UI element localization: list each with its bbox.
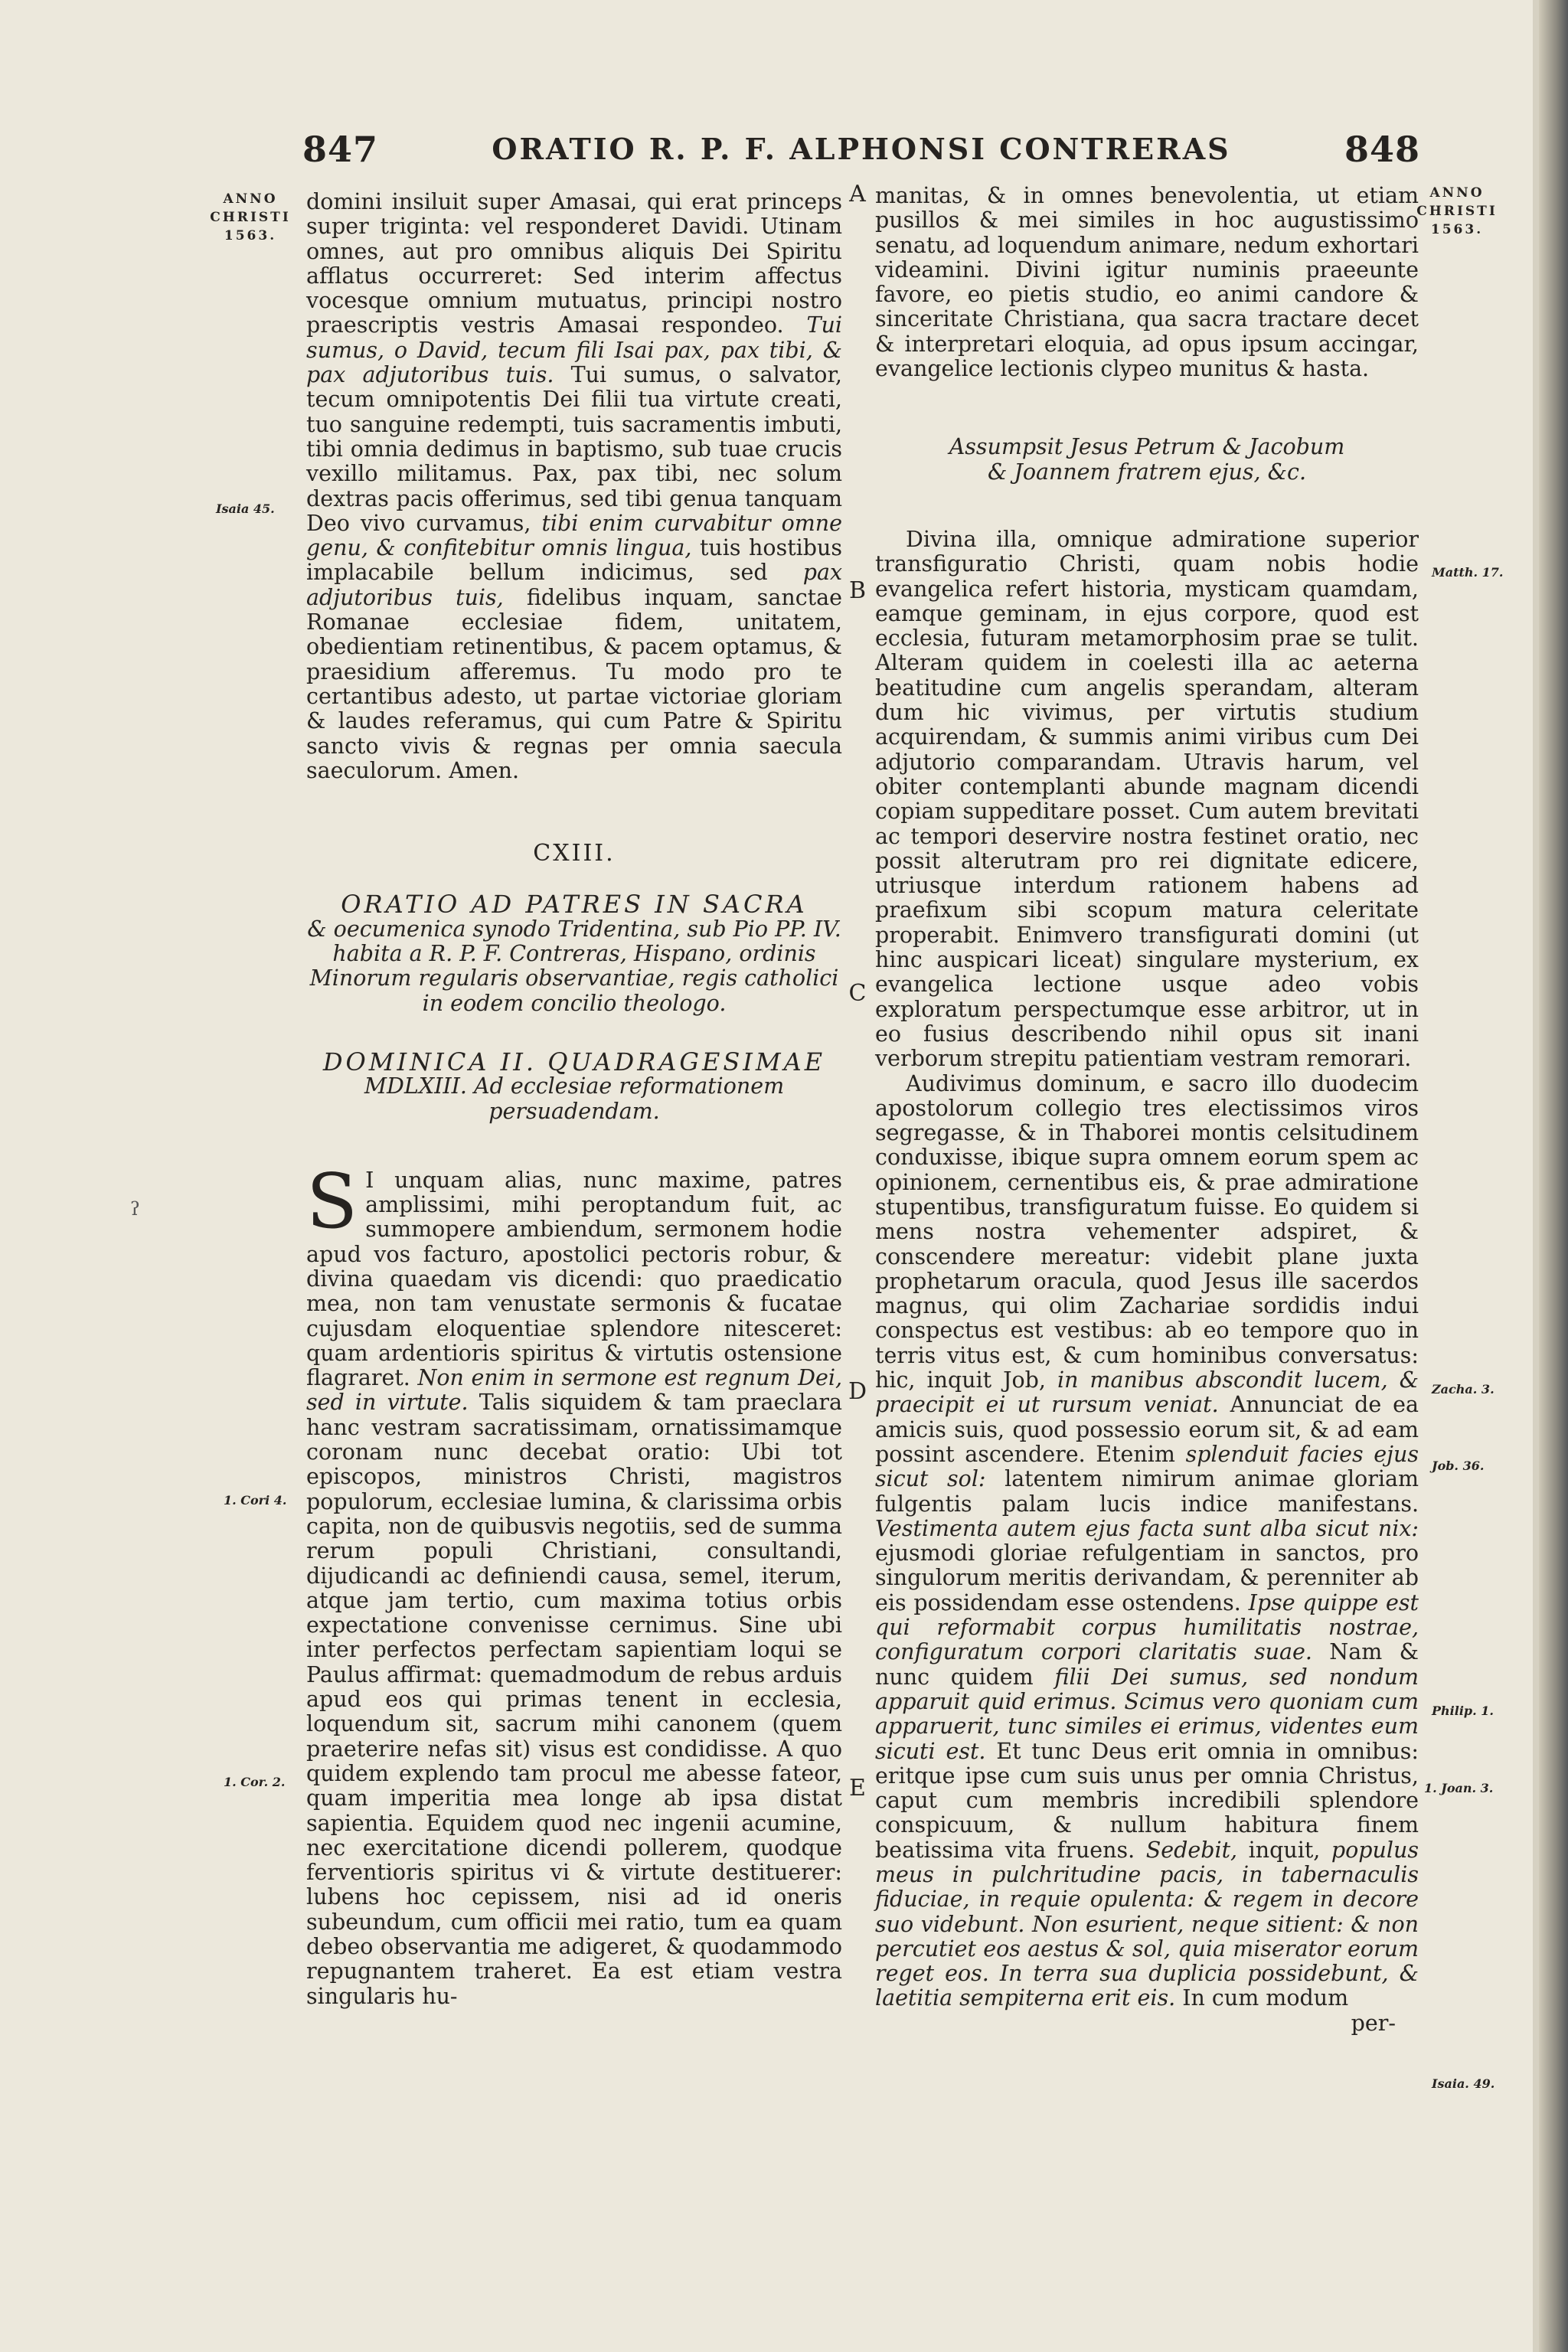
marginal-note: 1. Cori 4. — [224, 1493, 287, 1508]
theme-line: Assumpsit Jesus Petrum & Jacobum — [949, 434, 1345, 460]
scripture-quote: pax adjutoribus tuis, — [306, 560, 843, 610]
scripture-quote: Sedebit, — [1145, 1837, 1238, 1863]
drop-cap: S — [306, 1158, 358, 1246]
left-column — [306, 190, 842, 2009]
right-column — [875, 184, 1419, 2036]
year-label: ANNO — [223, 191, 278, 207]
dominica-line: DOMINICA II. QUADRAGESIMAE — [322, 1047, 826, 1076]
section-letter-b: B — [848, 577, 867, 604]
text: Tui sumus, o salvator, tecum omnipotentis Dei filii tua virtute creati, tuo sanguine redempti, tuis sacramentis imbuti, tibi omnia dedimus in baptismo, sub tuae crucis vexillo militamus. Pax, pax tibi, nec solum dextras pacis offerimus, sed tibi genua tanquam Deo vivo curvamus, — [306, 362, 842, 536]
oration-title — [306, 892, 842, 1015]
title-line: ORATIO AD PATRES IN SACRA — [341, 890, 808, 920]
year-margin-right — [1415, 184, 1499, 239]
marginal-note: Zacha. 3. — [1432, 1382, 1494, 1396]
text: domini insiluit super Amasai, qui erat princeps super triginta: vel responderet Davidi. Utinam omnes, aut pro omnibus aliquis Dei Spiritu afflatus occurreret: Sed interim affectus vocesque omnium mutuatus, principi nostro praescriptis vestris Amasai respondeo. — [306, 189, 842, 338]
text: tuis hostibus implacabile bellum indicimus, sed — [306, 535, 842, 586]
page-number-left: 847 — [302, 129, 379, 170]
section-number: CXIII. — [533, 840, 616, 867]
text: inquit, — [1248, 1837, 1321, 1863]
year-margin-left — [208, 190, 292, 245]
scripture-quote: Non enim in sermone est regnum Dei, sed in virtute. — [306, 1365, 842, 1416]
catchword: per- — [1351, 2010, 1396, 2036]
scripture-quote: in manibus abscondit lucem, & praecipit ei ut rursum veniat. — [875, 1367, 1419, 1418]
text: latentem nimirum animae gloriam fulgentis palam lucis indice manifestans. — [875, 1466, 1419, 1517]
scripture-quote: splenduit facies ejus sicut sol: — [875, 1441, 1419, 1492]
section-letter-c: C — [848, 980, 867, 1007]
page-header — [302, 129, 1420, 175]
scripture-quote: filii Dei sumus, sed nondum apparuit quid erimus. Scimus vero quoniam cum apparuerit, tunc similes ei erimus, videntes eum sicuti est. — [875, 1664, 1419, 1764]
text: Et tunc Deus erit omnia in omnibus: eritque ipse cum suis unus per omnia Christus, caput cum membris incredibili splendore conspicuum, & nullum habitura finem beatissima vita fruens. — [875, 1738, 1419, 1863]
section-letter-e: E — [849, 1775, 866, 1802]
dominica-heading — [306, 1047, 842, 1124]
theme-line: & Joannem fratrem ejus, &c. — [987, 459, 1307, 485]
scripture-quote: tibi enim curvabitur omne genu, & confitebitur omnis lingua, — [306, 510, 842, 561]
paragraph — [306, 1158, 843, 2009]
marginal-note: Matth. 17. — [1432, 565, 1504, 580]
year-value: 1563. — [224, 228, 277, 243]
text: In cum modum — [1182, 1985, 1349, 2011]
marginal-note: Isaia. 49. — [1432, 2076, 1495, 2091]
scripture-quote: Tui sumus, o David, tecum fili Isai pax, pax tibi, & pax adjutoribus tuis. — [306, 312, 843, 388]
running-title: ORATIO R. P. F. ALPHONSI CONTRERAS — [492, 132, 1231, 166]
text: Annunciat de ea amicis suis, quod possessio eorum sit, & ad eam possint ascendere. Etenim — [875, 1392, 1419, 1467]
paragraph: manitas, & in omnes benevolentia, ut etiam pusillos & mei similes in hoc augustissimo senatu, ad loquendum animare, nedum exhortari videamini. Divini igitur numinis praeeunte favore, eo pietis studio, eo animi candore & sinceritate Christiana, qua sacra tractare decet & interpretari eloquia, ad opus ipsum accingar, evangelice lectionis clypeo munitus & hasta. — [875, 183, 1419, 382]
section-letter-a: A — [849, 181, 866, 207]
page-number-right: 848 — [1344, 129, 1420, 170]
paragraph: Divina illa, omnique admiratione superior transfiguratio Christi, quam nobis hodie evangelica refert historia, mysticam quamdam, eamque geminam, in ejus corpore, quod est ecclesia, futuram metamorphosim prae se tulit. Alteram quidem in coelesti illa ac aeterna beatitudine cum angelis sperandam, alteram dum hic vivimus, per virtutis studium acquirendam, & summis animi viribus cum Dei adjutorio comparandam. Utravis harum, vel obiter contemplanti abunde magnam dicendi copiam suppeditare posset. Cum autem brevitati ac tempori deservire nostra festinet oratio, nec possit alterutram pro rei dignitate edicere, utriusque interdum rationem habens ad praefixum sibi scopum matura celeritate properabit. Enimvero transfigurati domini (ut hinc auspicari liceat) singulare mysterium, ex evangelica lectione usque adeo vobis exploratum perspectumque esse arbitror, ut in eo fusius describendo nihil opus sit inani verborum strepitu patientiam vestram remorari. — [875, 526, 1419, 1072]
text: Audivimus dominum, e sacro illo duodecim apostolorum collegio tres electissimos viros segregasse, & in Thaborei montis celsitudinem conduxisse, ibique supra omnem eorum spem ac opinionem, cernentibus eis, & prae admiratione stupentibus, transfiguratum fuisse. Eo quidem si mens nostra vehementer adspiret, & conscendere mereatur: videbit plane juxta prophetarum oracula, quod Jesus ille sacerdos magnus, qui olim Zachariae sordidis indui conspectus est vestibus: ab eo tempore quo in terris vitus est, & cum hominibus conversatus: hic, inquit Job, — [875, 1070, 1419, 1393]
year-value: 1563. — [1430, 222, 1484, 237]
paragraph — [306, 190, 842, 783]
text: ejusmodi gloriae refulgentiam in sanctos, pro singulorum meritis derivandam, & perenniter ab eis possidendam esse ostendens. — [875, 1540, 1419, 1615]
paragraph — [875, 1072, 1419, 2011]
pencil-mark: ʔ — [130, 1198, 140, 1220]
scripture-quote: populus meus in pulchritudine pacis, in tabernaculis fiduciae, in requie opulenta: & regem in decore suo videbunt. Non esurient, neque sitient: & non percutiet eos aestus & sol, quia miserator eorum reget eos. In terra sua duplicia possidebunt, & laetitia sempiterna erit eis. — [875, 1837, 1419, 2011]
year-label: CHRISTI — [210, 210, 291, 225]
marginal-note: 1. Joan. 3. — [1424, 1781, 1494, 1795]
year-label: ANNO — [1429, 185, 1485, 201]
marginal-note: Isaia 45. — [216, 501, 275, 516]
marginal-note: Job. 36. — [1432, 1459, 1485, 1473]
text: fidelibus inquam, sanctae Romanae ecclesiae fidem, unitatem, obedientiam retinentibus, & pacem optamus, & praesidium afferemus. Tu modo pro te certantibus adesto, ut partae victoriae gloriam & laudes referamus, qui cum Patre & Spiritu sancto vivis & regnas per omnia saecula saeculorum. Amen. — [306, 584, 842, 783]
title-subtext: & oecumenica synodo Tridentina, sub Pio PP. IV. habita a R. P. F. Contreras, Hispano, ordinis Minorum regularis observantiae, regis catholici in eodem concilio theologo. — [307, 916, 841, 1016]
dominica-subtext: MDLXIII. Ad ecclesiae reformationem persuadendam. — [364, 1073, 785, 1124]
scripture-quote: Vestimenta autem ejus facta sunt alba sicut nix: — [875, 1515, 1419, 1541]
text: Nam & nunc quidem — [875, 1639, 1419, 1690]
book-binding-edge — [1539, 0, 1568, 2352]
year-label: CHRISTI — [1416, 204, 1498, 219]
text: Talis siquidem & tam praeclara hanc vestram sacratissimam, ornatissimamque coronam nunc decebat oratio: Ubi tot episcopos, ministros Christi, magistros populorum, ecclesiae lumina, & clarissima orbis capita, non de quibusvis negotiis, sed de summa rerum populi Christiani, consultandi, dijudicandi ac definiendi causa, semel, iterum, atque jam tertio, cum maxima totius orbis expectatione convenisse cernimus. Sine ubi inter perfectos perfectam sapientiam loqui se Paulus affirmat: quemadmodum de rebus arduis apud eos qui primas tenent in ecclesia, loquendum sit, sacrum mihi canonem (quem praeterire nefas sit) visus est condidisse. A quo quidem explendo tam procul me abesse fateor, quam imperitia mea longe ab ipsa distat sapientia. Equidem quod nec ingenii acumine, nec exercitatione dicendi pollerem, quodque ferventioris spiritus vi & virtute destituerer: lubens hoc cepissem, nisi ad id oneris subeundum, cum officii mei ratio, tum ea quam debeo observantia me adigeret, & quodammodo repugnantem traheret. Ea est etiam vestra singularis hu- — [306, 1390, 843, 2009]
theme-verse — [875, 435, 1419, 485]
marginal-note: Philip. 1. — [1432, 1704, 1494, 1718]
text: I unquam alias, nunc maxime, patres amplissimi, mihi peroptandum fuit, ac summopere ambiendum, sermonem hodie apud vos facturo, apostolici pectoris robur, & divina quaedam vis dicendi: quo praedicatio mea, non tam venustate sermonis & fucatae cujusdam eloquentiae splendore nitesceret: quam ardentioris spiritus & virtutis ostensione flagraret. — [306, 1167, 842, 1391]
scripture-quote: Ipse quippe est qui reformabit corpus humilitatis nostrae, configuratum corpori claritatis suae. — [875, 1589, 1419, 1665]
section-letter-d: D — [848, 1378, 867, 1405]
marginal-note: 1. Cor. 2. — [224, 1775, 286, 1789]
